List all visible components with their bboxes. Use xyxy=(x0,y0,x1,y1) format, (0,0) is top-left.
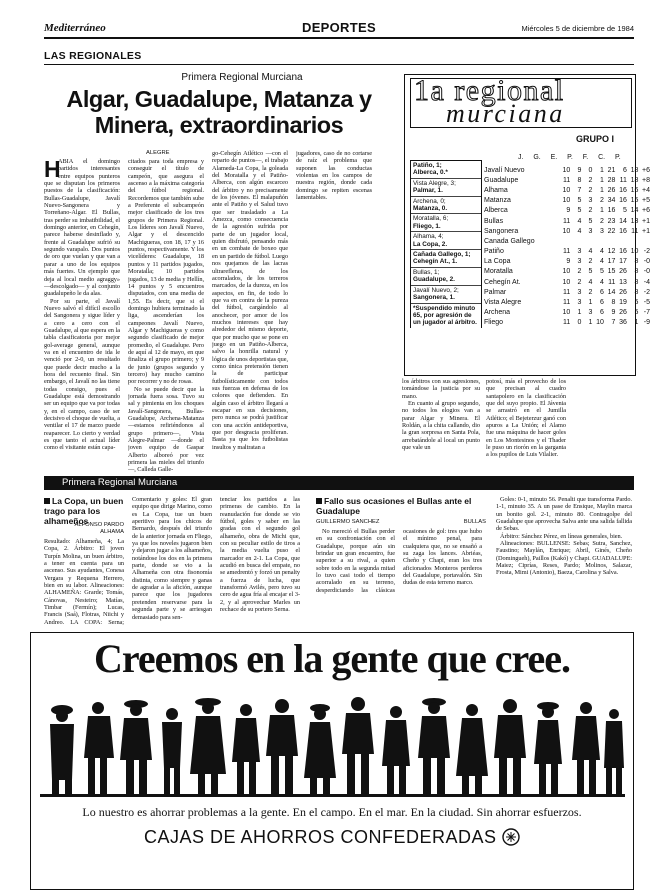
stat-cell: 11 xyxy=(631,227,639,235)
person-figure-2 xyxy=(84,702,114,796)
stat-cell: 8 xyxy=(634,258,639,266)
person-figure-3 xyxy=(120,700,152,796)
stat-cell: -4 xyxy=(643,278,650,286)
stat-cell: 17 xyxy=(607,258,616,266)
article-column-1 xyxy=(44,158,120,478)
stat-cell: 8 xyxy=(611,299,616,307)
stat-cell: 16 xyxy=(619,186,627,194)
person-figure-16 xyxy=(604,709,624,796)
stat-cell: 26 xyxy=(619,288,627,296)
bullas-goles: Goles: 0-1, minuto 56. Penalti que transforma Pardo. 1-1, minuto 35. A un pase de Ensique, Maylin marca un bonito gol. 2-1, minuto 80. Contragolpe del Guadalupe que aprovecha Salva ante una salida fallida de Sebas. xyxy=(496,496,632,533)
person-figure-9 xyxy=(342,697,374,796)
stat-cell xyxy=(627,236,639,246)
standings-title-line-1: 1a regional xyxy=(414,74,565,107)
team-name: Palmar xyxy=(484,288,507,296)
stat-cell: +6 xyxy=(642,207,650,215)
standings-row xyxy=(484,318,650,328)
lacopa-column-2 xyxy=(132,496,212,626)
stat-cell: 5 xyxy=(588,268,593,276)
stat-cell: 2 xyxy=(599,217,604,225)
article-col4b-text: En cuanto al grupo segundo, no todos los elogios van a parar Algar y Minera. El Roldán, a la chita callando, dio la gran sorpresa en Santa Pola, arrebatándole al local un punto que vale un xyxy=(402,400,480,452)
stat-cell: 21 xyxy=(607,166,616,174)
team-name: Alberca xyxy=(484,207,508,215)
stat-cell: 5 xyxy=(588,217,593,225)
stat-cell: 4 xyxy=(599,258,604,266)
stat-cell: 3 xyxy=(577,258,582,266)
stat-cell: 6 xyxy=(599,309,604,317)
standings-row xyxy=(484,175,650,185)
bullet-square-icon xyxy=(316,498,322,504)
result-note: *Suspendido minuto 65, por agresión de un jugador al árbitro. xyxy=(413,304,477,327)
stat-cell: 0 xyxy=(588,166,593,174)
stat-cell: 11 xyxy=(619,176,627,184)
team-name: Javalí Nuevo xyxy=(484,166,525,174)
person-figure-8 xyxy=(304,704,336,796)
stat-cell: 10 xyxy=(596,319,604,327)
stat-cell: 9 xyxy=(566,258,571,266)
standings-row xyxy=(484,287,650,297)
stat-cell: 23 xyxy=(607,217,616,225)
standings-row xyxy=(484,247,650,257)
team-name: Cehegín At. xyxy=(484,278,521,286)
ad-illustration-people xyxy=(40,688,625,798)
standings-row xyxy=(484,216,650,226)
lacopa-headline: La Copa, un buen trago para los alhameños xyxy=(44,496,124,526)
standings-row xyxy=(484,257,650,267)
standings-group: GRUPO I xyxy=(576,134,615,144)
stat-cell: -5 xyxy=(643,299,650,307)
bullas-alineaciones: Alineaciones: BULLENSE: Sebas; Sutra, Sanchez, Faustino; Maylán, Enrique; Abril, Ginés, Cheño (Domingueh), Paillos (Kakó) y Chapi. GUADALUPE: Maiez; Ciprías, Reses, Pardo; Molinos, Salazar, Frosta, Mimi (Antonio), Baeza, Carolina y Salva. xyxy=(496,540,632,577)
stat-cell: 10 xyxy=(562,227,571,235)
newspaper-logo: Mediterráneo xyxy=(44,22,106,34)
person-figure-10 xyxy=(382,706,410,796)
stat-cell: 1 xyxy=(588,299,593,307)
regionales-label: LAS REGIONALES xyxy=(44,50,142,62)
stat-cell: 10 xyxy=(562,197,571,205)
stat-cell: 3 xyxy=(577,248,582,256)
standings-row xyxy=(484,267,650,277)
team-name: Patiño xyxy=(484,248,504,256)
stat-cell: 6 xyxy=(622,166,627,174)
stat-cell: 8 xyxy=(577,176,582,184)
col-c: C. xyxy=(598,154,606,161)
result-item: Vista Alegre, 3; Palmar, 1. xyxy=(411,179,481,197)
col-f: F. xyxy=(582,154,589,161)
stat-cell: 34 xyxy=(607,197,616,205)
stat-cell: 16 xyxy=(619,197,627,205)
stat-cell: +5 xyxy=(642,197,650,205)
article-col2b-text: No se puede decir que la jornada fuera sosa. Tuvo su sal y pimienta en los choques Javalí-Sangonera, Bullas-Guadalupe, Archena-Matanza —estamos refiriéndonos al grupo primero—, Vista Alegre-Palmar —donde el joven equipo de Gaspar Alberto alboreó por vez primera las mieles del triunfo—, Calleda Galle- xyxy=(128,385,204,474)
person-figure-1 xyxy=(50,705,74,796)
article-col5-text: potosí, más el provecho de los que precisan al cuadro santapolero en la clasificación que del suyo propio. El Jávenia se arrastró en el Jumilla Atlético; el Bejeterzur ganó con apuros a La Unión; el Alamo fue una máquina de hacer goles en Los Montesinos y el Thader le puso un riorón en la garganta a los pupilos de Luis Vilalier. xyxy=(486,378,566,459)
regionales-rule xyxy=(44,64,634,65)
bullas-arbitro: Árbitro: Sánchez Pérez, en líneas generales, bien. xyxy=(500,532,623,540)
stat-cell: 8 xyxy=(634,288,639,296)
stat-cell: 17 xyxy=(619,258,627,266)
col-p: P. xyxy=(567,154,573,161)
article-column-6 xyxy=(486,378,566,470)
person-figure-6 xyxy=(232,704,260,796)
stat-cell: -2 xyxy=(643,288,650,296)
standings-row xyxy=(484,277,650,287)
stat-cell: -7 xyxy=(643,309,650,317)
article-col1b-text: Por su parte, el Javalí Nuevo salvó el difícil escollo del Sangonera y sigue líder y a cero a cero con el Guadalupe, al que espera en la tabla clasificatoria por mejor gol-average general, aunque va en el encuentro de ida le venció por 2-0, un resultado que puede decir mucho a la hora del recuento final. Sin embargo, el Javalí no las tiene todas consigo, pues el Guadalupe está demostrando ser un equipo que va por todas y, en el campo, caso de ser decisivo el choque de vuelta, a ventilar el 17 de marzo puede reaparecer. Lo cierto y verdad es que tanto el actual líder como el visitante están capa- xyxy=(44,297,120,452)
result-item: Archena, 0; Matanza, 0. xyxy=(411,197,481,215)
standings-row xyxy=(484,196,650,206)
stat-cell: 1 xyxy=(599,176,604,184)
article-col4-text: los árbitros con sus agresiones, tomándose la justicia por su mano. xyxy=(402,378,480,400)
stat-cell: 16 xyxy=(619,227,627,235)
stat-cell: 1 xyxy=(588,319,593,327)
person-figure-4 xyxy=(162,708,182,796)
col-pts: P. xyxy=(614,154,621,161)
stat-cell: 16 xyxy=(607,207,616,215)
team-name: Canada Gallego xyxy=(484,237,535,245)
stat-cell: 5 xyxy=(577,197,582,205)
col-g: G. xyxy=(533,154,541,161)
stat-cell: 10 xyxy=(630,248,639,256)
stat-cell: +6 xyxy=(642,166,650,174)
stat-cell: -0 xyxy=(643,258,650,266)
stat-cell: 4 xyxy=(588,248,593,256)
person-figure-13 xyxy=(494,699,526,796)
stat-cell: 10 xyxy=(562,309,571,317)
stat-cell: 26 xyxy=(619,268,627,276)
stat-cell: 5 xyxy=(634,299,639,307)
col-j: J. xyxy=(518,154,524,161)
team-name: Guadalupe xyxy=(484,176,519,184)
standings-column-headers xyxy=(518,154,621,161)
stat-cell: 9 xyxy=(611,309,616,317)
person-figure-15 xyxy=(572,702,600,796)
team-name: La Copa xyxy=(484,258,511,266)
standings-row xyxy=(484,206,650,216)
standings-row xyxy=(484,226,650,236)
team-name: Alhama xyxy=(484,186,508,194)
stat-cell: 12 xyxy=(607,248,616,256)
stat-cell: 5 xyxy=(634,309,639,317)
stat-cell xyxy=(570,236,581,246)
stat-cell: 4 xyxy=(577,217,582,225)
stat-cell: 3 xyxy=(577,288,582,296)
article-col1-text: ABIA el domingo partidos interesantes entre equipos punteros que se disputan los primeros puestos de la clasificación: Bullas-Guadalupe, Javalí Nuevo-Sangonera y Torreñano-Algar. El Bullas, tras perder su imbatibilidad, el domingo anterior, en Cehegín, parece haberse desinflado y, frente al Guadalupe sufrió su segundo varapalo. Dos puntos de oro que vuelan y que van a parar a uno de los equipos más fuertes. Un ejemplo que deja al local medio agraggy» —descolgado— y al conjunto guadalupeño le da alas. xyxy=(44,158,120,298)
stat-cell xyxy=(581,236,592,246)
header-rule xyxy=(44,37,634,39)
standings-row xyxy=(484,236,650,246)
bullas-sidebar xyxy=(496,496,632,626)
stat-cell: 6 xyxy=(599,288,604,296)
stat-cell: 16 xyxy=(630,186,639,194)
stat-cell xyxy=(638,236,650,246)
article-column-5 xyxy=(402,378,480,470)
stat-cell: 3 xyxy=(588,227,593,235)
stat-cell: 9 xyxy=(566,207,571,215)
lacopa-text-3: tenciar los partidos a las primeras de cambio. En la reanudación fue donde se vio fútbol, goles y saber en las gradas con el segundo gol alhameño, obra de Michi que, con su peculiar estilo de tiros a la media vuelta puso el marcador en 2-1. La Copa, que acudió en busca del empate, no se amedrentó y forzó un penalty a fuerza de lucha, que transformó Avilés, pero tuvo su cero de agua fría al encajar el 3-2, y al aprovechar Marles un rechace de su portero Serna. xyxy=(220,496,300,614)
article-column-3 xyxy=(212,150,288,478)
stat-cell: 1 xyxy=(634,319,639,327)
stat-cell: 6 xyxy=(599,299,604,307)
bullet-square-icon xyxy=(44,498,50,504)
stat-cell: -2 xyxy=(643,248,650,256)
lacopa-author: ALFONSO PARDO ALHAMA xyxy=(74,522,124,535)
article-headline xyxy=(44,86,394,138)
stat-cell: 10 xyxy=(562,186,571,194)
person-figure-11 xyxy=(418,698,450,796)
stat-cell: 11 xyxy=(563,176,571,184)
stat-cell: 10 xyxy=(562,278,571,286)
standings-row xyxy=(484,185,650,195)
page-header xyxy=(44,22,634,36)
stat-cell: 4 xyxy=(577,227,582,235)
standings-row xyxy=(484,165,650,175)
stat-cell: +8 xyxy=(642,176,650,184)
team-name: Fliego xyxy=(484,319,504,327)
stat-cell xyxy=(604,236,616,246)
drop-cap: H xyxy=(44,158,61,182)
bullas-text: No mereció el Bullas perder en su confrontación con el Guadalupe, porque aún sin brindar un gran encuentro, fue superior a su rival, a quien sobre todo en la segunda mitad lo tuvo casi todo el tiempo acorralado en su terreno, desperdiciando las clásicas ocasiones de gol: tres que hubo el mínimo penal, para cualquiera que, no se ensañó a su zaga los lances. Abriéas, Cheño y Chapi, eran los tres aficionados Monteros perderos del Guadalupe, portavalón. Sin dudas de esta terreno marco. xyxy=(316,528,482,594)
stat-cell: 36 xyxy=(619,319,627,327)
lacopa-column-3 xyxy=(220,496,300,626)
stat-cell: 1 xyxy=(577,309,582,317)
stat-cell: +1 xyxy=(642,227,650,235)
result-item: Javalí Nuevo, 2; Sangonera, 1. xyxy=(411,286,481,304)
stat-cell: 15 xyxy=(607,268,616,276)
person-figure-7 xyxy=(266,699,298,796)
team-name: Sangonera xyxy=(484,227,519,235)
article-byline: ALEGRE xyxy=(146,150,170,156)
article-col2-text: citados para toda empresa y conseguir el título de campeón, que asegura el ascenso a la máxima categoría del fútbol regional. Recordemos que también sube a Preferente el subcampeón mejor clasificado de los tres grupos de Primera Regional. Los líderes son Javalí Nuevo, Algar y el descencido Machigueras, con 18, 17 y 16 puntos, respectivamente. Y los vicelíderes: Guadalupe, 18 puntos y 11 partidos jugados, Moratalla; 10 partidos jugados, 13 de media y Hellín, 14 puntos y 5 encuentros disputados, con una media de 1,55. Es decir, que si el domingo hubiera terminado la liga, ascenderían los campeones Javalí Nuevo, Algar y Machigueras y como segundo clasificado de mejor promedio, el Guadalupe. Pero de aquí al 12 de mayo, en que finaliza el grupo primero; y 9 de junio (grupos segundo y tercero) hay mucho camino por recorrer y no de rosas. xyxy=(128,158,204,386)
stat-cell: 3 xyxy=(577,299,582,307)
stat-cell: 0 xyxy=(577,319,582,327)
standings-table xyxy=(484,165,650,328)
stat-cell: 10 xyxy=(562,166,571,174)
standings-row xyxy=(484,308,650,318)
article-kicker: Primera Regional Murciana xyxy=(181,72,303,83)
stat-cell: 2 xyxy=(588,186,593,194)
article-col3-continued: jugadores, caso de no cortarse de raíz el problema que suponen las conductas violentas en los campos de nuestra región, donde cada domingo se repiten escenas lamentables. xyxy=(296,150,372,202)
stat-cell xyxy=(615,236,627,246)
stat-cell: 1 xyxy=(599,166,604,174)
ad-bank-name: CAJAS DE AHORROS CONFEDERADAS xyxy=(30,826,634,848)
stat-cell: 11 xyxy=(563,299,571,307)
stat-cell: 2 xyxy=(588,176,593,184)
stat-cell: 2 xyxy=(588,288,593,296)
stat-cell: 3 xyxy=(599,227,604,235)
stat-cell: 26 xyxy=(619,309,627,317)
stat-cell: 3 xyxy=(588,309,593,317)
stat-cell: 9 xyxy=(577,166,582,174)
headline-line-2: Minera, extraordinarios xyxy=(94,112,344,138)
stat-cell: 14 xyxy=(607,288,616,296)
lacopa-text-2: Comentario y goles: El gran equipo que dirige Marino, como es La Copa, tue un buen aperitivo para los chicos de Bernardo, después del triunfo de la anterior jornada en Fliego, ya que los noveles jugaron bien y dejaron jugar a los alhameños, notándose los dos en la primera parte, donde se vio a la Alhameña con otra fisonomía distinta, como siempre y ganas de agradar a la afición, aunque parece que los jugadores pretenden reservarse para la segunda parte y se arriesgan demasiado para sen- xyxy=(132,496,212,621)
stat-cell: 7 xyxy=(611,319,616,327)
stat-cell: 4 xyxy=(588,278,593,286)
team-name: Bullas xyxy=(484,217,504,225)
section-title: DEPORTES xyxy=(302,20,376,35)
article-col3-text: go-Cehegín Atlético —con el reparto de puntos—, el trabajo Alameda-La Copa, la goleada del Moratalla y el Patiño-Alberca, con algún escarceo del árbitro y no precisamente de los jóvenes. El malapuñón ante el Patiño y el Salud tuvo que ser trasladado a La Amezca, como consecuencia de la agresión sufrida por parte de un jugador local, quien disfrutó, pensando más en un combate de boxeo que en un partido de fútbol. Luego nos quejamos de las lacras ultrarefleras, de los acorralados, de los terreros marcados, de la dureza, en los aspectos, en fin, de todo lo que va en contra de la pureza del fútbol, cargándolo al anochecer, por amor de los muchos intereses que hay alrededor del mismo deporte, que por mucho que se pone en juego en un Patiño-Alberca, salvo la honrilla natural y lógica de unos deportistas que, como única pretensión tienen la de participar futbolísticamente con todos sus fuerzas en defensa de los colores que defienden. En algún caso el árbitro llegará a escapar en sus decisiones, pero nunca se podrá justificar con una acción antideportiva, que por desgracia proliferan. Basta ya que los futbolistas insultos y maltratan a xyxy=(212,150,288,451)
stat-cell xyxy=(559,236,571,246)
issue-date: Miércoles 5 de diciembre de 1984 xyxy=(521,24,634,33)
result-item: Alhama, 4; La Copa, 2. xyxy=(411,232,481,250)
stat-cell: 22 xyxy=(607,227,616,235)
stat-cell: 2 xyxy=(577,278,582,286)
stat-cell: 5 xyxy=(577,207,582,215)
team-name: Moratalla xyxy=(484,268,513,276)
stat-cell: -0 xyxy=(643,268,650,276)
stat-cell: 11 xyxy=(563,288,571,296)
stat-cell: 28 xyxy=(607,176,616,184)
stat-cell: 11 xyxy=(563,248,571,256)
section-band: Primera Regional Murciana xyxy=(44,476,634,490)
stat-cell: 4 xyxy=(599,248,604,256)
bullas-body xyxy=(316,528,482,626)
person-figure-12 xyxy=(456,704,488,796)
stat-cell: 11 xyxy=(563,217,571,225)
team-name: Vista Alegre xyxy=(484,299,522,307)
stat-cell: 11 xyxy=(563,319,571,327)
ad-tagline: Lo nuestro es ahorrar problemas a la gente. En el campo. En el mar. En la ciudad. Sin ahorrar esfuerzos. xyxy=(82,805,582,819)
stat-cell: -9 xyxy=(643,319,650,327)
team-name: Archena xyxy=(484,309,511,317)
stat-cell: 26 xyxy=(607,186,616,194)
stat-cell: 13 xyxy=(630,217,639,225)
stat-cell: 11 xyxy=(608,278,616,286)
result-item: Bullas, 1; Guadalupe, 2. xyxy=(411,268,481,286)
bullas-byline: GUILLERMO SANCHEZ BULLAS xyxy=(316,519,486,525)
stat-cell: 15 xyxy=(630,197,639,205)
stat-cell: +4 xyxy=(642,186,650,194)
standings-row xyxy=(484,297,650,307)
results-list xyxy=(410,160,482,328)
result-item: Cañada Gallego, 1; Cehegín At., 1. xyxy=(411,250,481,268)
stat-cell: 5 xyxy=(599,268,604,276)
article-column-4 xyxy=(296,150,372,478)
stat-cell: 19 xyxy=(619,299,627,307)
stat-cell: 3 xyxy=(588,197,593,205)
stat-cell: 4 xyxy=(599,278,604,286)
stat-cell: 7 xyxy=(577,186,582,194)
stat-cell xyxy=(592,236,604,246)
stat-cell: 8 xyxy=(634,268,639,276)
stat-cell: 14 xyxy=(630,207,639,215)
stat-cell: 16 xyxy=(619,248,627,256)
stat-cell: 14 xyxy=(619,217,627,225)
bank-logo-icon xyxy=(502,828,520,846)
team-name: Matanza xyxy=(484,197,511,205)
stat-cell: 2 xyxy=(588,207,593,215)
stat-cell: 2 xyxy=(588,258,593,266)
stat-cell: 2 xyxy=(577,268,582,276)
person-figure-5 xyxy=(190,698,226,796)
bullas-headline: Fallo sus ocasiones el Bullas ante el Guadalupe xyxy=(316,496,472,516)
stat-cell: 8 xyxy=(634,278,639,286)
article-column-2 xyxy=(128,158,204,478)
result-item: Patiño, 1; Alberca, 0.* xyxy=(411,161,481,179)
lacopa-text-1: Resultado: Alhameña, 4; La Copa, 2. Árbitro: El joven Turpín Molina, un buen árbitro, a tener en cuenta para un ascenso. Sus ayudantes, Conesa Vergara y Requena Herrero, bien en su labor. Alineaciones: ALHAMEÑA: Grarde; Tomás, Cánovas, Nesteiro; Matías, Timbar (Fermín); Lucas, Francis (Saá), Flotras, Niichi y Andreo. LA COPA: Serna; xyxy=(44,538,124,626)
stat-cell: 1 xyxy=(599,186,604,194)
ad-headline: Creemos en la gente que cree. xyxy=(93,636,571,681)
stat-cell: +1 xyxy=(642,217,650,225)
stat-cell: 2 xyxy=(599,197,604,205)
headline-line-1: Algar, Guadalupe, Matanza y xyxy=(66,86,372,112)
stat-cell: 18 xyxy=(630,176,639,184)
person-figure-14 xyxy=(534,702,562,796)
result-item: Moratalla, 6; Fliego, 1. xyxy=(411,214,481,232)
lacopa-column-1 xyxy=(44,538,124,626)
col-e: E. xyxy=(550,154,558,161)
stat-cell: 10 xyxy=(562,268,571,276)
stat-cell: 1 xyxy=(599,207,604,215)
stat-cell: 5 xyxy=(622,207,627,215)
stat-cell: 13 xyxy=(619,278,627,286)
standings-title-line-2: murciana xyxy=(446,99,565,128)
stat-cell: 18 xyxy=(630,166,639,174)
